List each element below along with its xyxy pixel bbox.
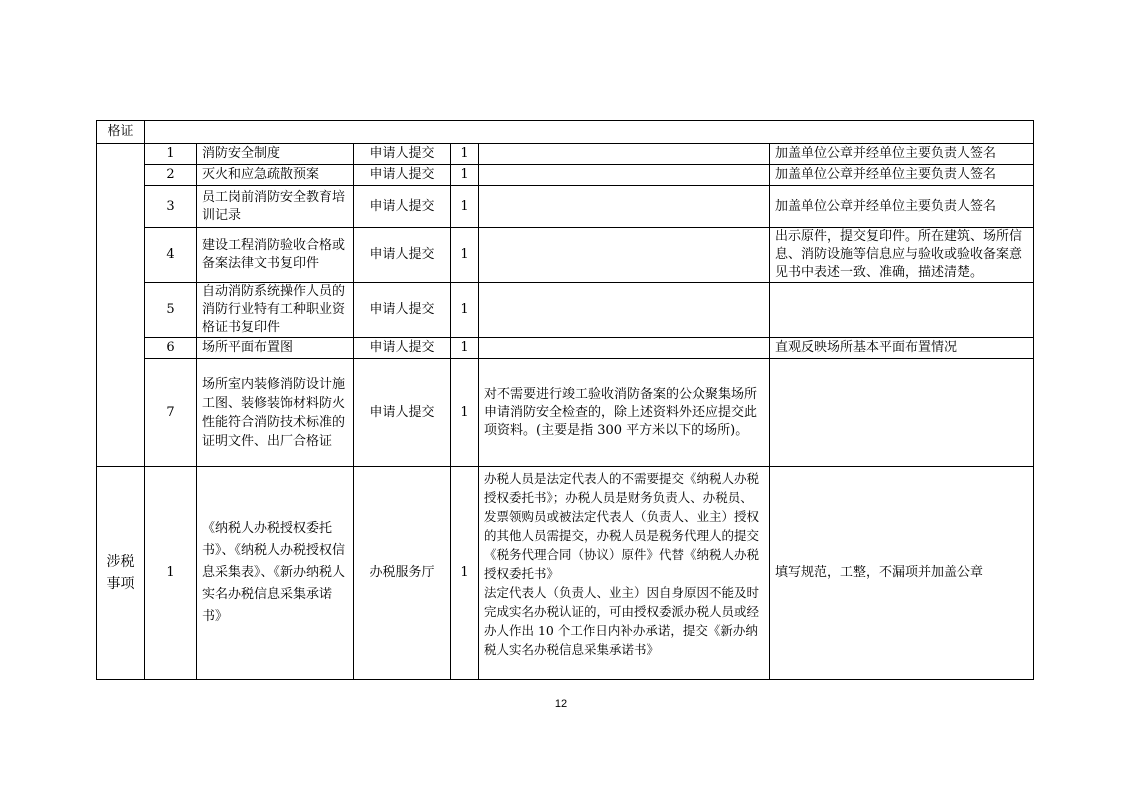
material-count: 1 [451, 186, 479, 228]
material-name: 员工岗前消防安全教育培训记录 [197, 186, 354, 228]
condition-paragraph-1: 办税人员是法定代表人的不需要提交《纳税人办税授权委托书》；办税人员是财务负责人、办税员、发票领购员或被法定代表人（负责人、业主）授权的其他人员需提交，办税人员是税务代理人的提交《税务代理合同（协议）原件》代替《纳税人办税授权委托书》 [484, 471, 760, 581]
page-number: 12 [554, 698, 568, 710]
material-condition [479, 283, 770, 338]
material-source: 申请人提交 [354, 359, 451, 467]
material-name: 消防安全制度 [197, 144, 354, 165]
table-row [97, 467, 1034, 680]
material-count: 1 [451, 283, 479, 338]
table-row [97, 186, 1034, 228]
material-source: 申请人提交 [354, 228, 451, 283]
table-row [97, 165, 1034, 186]
table-row [97, 283, 1034, 338]
material-requirement: 出示原件，提交复印件。所在建筑、场所信息、消防设施等信息应与验收或验收备案意见书中表述一致、准确，描述清楚。 [770, 228, 1034, 283]
tax-category-cell: 涉税事项 [97, 467, 145, 680]
material-count: 1 [451, 359, 479, 467]
material-condition [479, 165, 770, 186]
row-number: 5 [145, 283, 197, 338]
material-source: 办税服务厅 [354, 467, 451, 680]
table-row [97, 228, 1034, 283]
material-requirement: 加盖单位公章并经单位主要负责人签名 [770, 186, 1034, 228]
section-label-cell: 格证 [97, 121, 145, 144]
row-number: 3 [145, 186, 197, 228]
table-row [97, 359, 1034, 467]
material-source: 申请人提交 [354, 165, 451, 186]
material-condition [479, 338, 770, 359]
material-source: 申请人提交 [354, 186, 451, 228]
material-requirement [770, 359, 1034, 467]
material-requirement [770, 283, 1034, 338]
material-name: 灭火和应急疏散预案 [197, 165, 354, 186]
row-number: 6 [145, 338, 197, 359]
material-requirement: 填写规范，工整，不漏项并加盖公章 [770, 467, 1034, 680]
table-row [97, 121, 1034, 144]
materials-table [96, 120, 1034, 680]
material-count: 1 [451, 144, 479, 165]
material-requirement: 直观反映场所基本平面布置情况 [770, 338, 1034, 359]
table-row [97, 338, 1034, 359]
material-condition: 对不需要进行竣工验收消防备案的公众聚集场所申请消防安全检查的，除上述资料外还应提交此项资料。(主要是指 300 平方米以下的场所)。 [479, 359, 770, 467]
condition-paragraph-2: 法定代表人（负责人、业主）因自身原因不能及时完成实名办税认证的，可由授权委派办税人员或经办人作出 10 个工作日内补办承诺，提交《新办纳税人实名办税信息采集承诺书》 [484, 585, 760, 657]
material-condition [479, 228, 770, 283]
material-source: 申请人提交 [354, 144, 451, 165]
row-number: 2 [145, 165, 197, 186]
material-name: 场所室内装修消防设计施工图、装修装饰材料防火性能符合消防技术标准的证明文件、出厂合格证 [197, 359, 354, 467]
material-condition [479, 144, 770, 165]
material-name: 《纳税人办税授权委托书》、《纳税人办税授权信息采集表》、《新办纳税人实名办税信息采集承诺书》 [197, 467, 354, 680]
material-source: 申请人提交 [354, 338, 451, 359]
material-requirement: 加盖单位公章并经单位主要负责人签名 [770, 144, 1034, 165]
material-count: 1 [451, 165, 479, 186]
row-number: 1 [145, 467, 197, 680]
material-count: 1 [451, 228, 479, 283]
material-count: 1 [451, 338, 479, 359]
row-number: 4 [145, 228, 197, 283]
table-row [97, 144, 1034, 165]
row-number: 7 [145, 359, 197, 467]
material-name: 场所平面布置图 [197, 338, 354, 359]
material-name: 建设工程消防验收合格或备案法律文书复印件 [197, 228, 354, 283]
material-source: 申请人提交 [354, 283, 451, 338]
material-count: 1 [451, 467, 479, 680]
section-empty-cell [145, 121, 1034, 144]
material-name: 自动消防系统操作人员的消防行业特有工种职业资格证书复印件 [197, 283, 354, 338]
row-number: 1 [145, 144, 197, 165]
material-condition [479, 467, 770, 680]
material-requirement: 加盖单位公章并经单位主要负责人签名 [770, 165, 1034, 186]
section-category-cell [97, 144, 145, 467]
material-condition [479, 186, 770, 228]
